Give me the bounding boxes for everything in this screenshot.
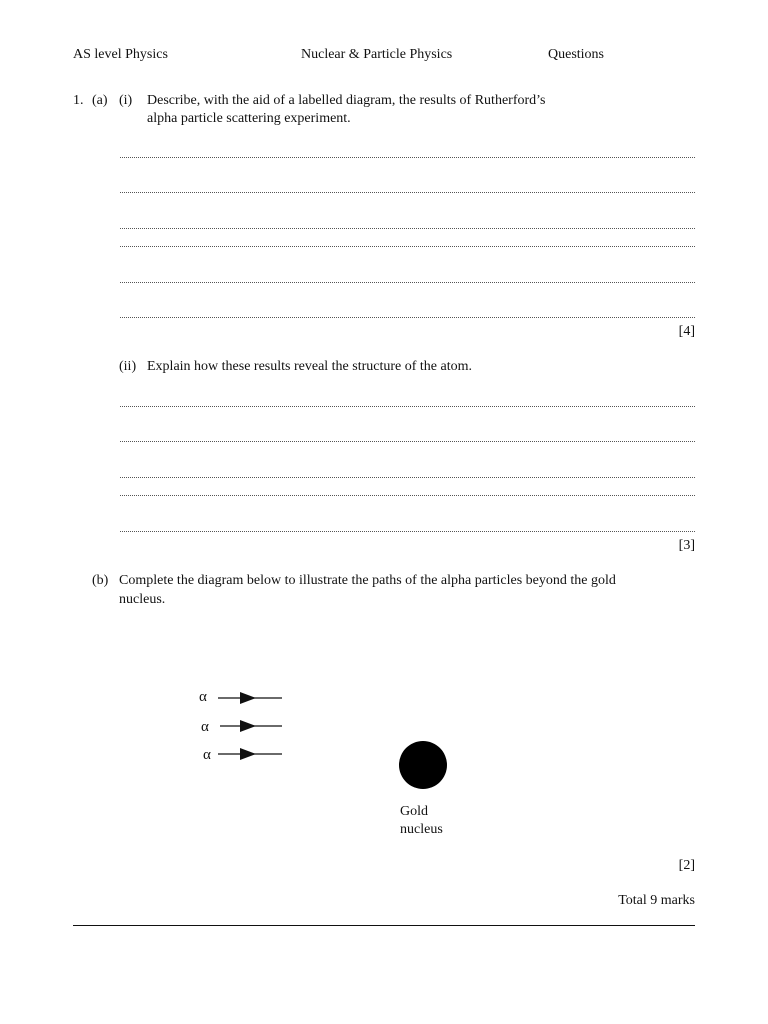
sub-i-marks: [4] — [678, 324, 695, 339]
alpha-label-2: α — [201, 719, 209, 735]
alpha-label-1: α — [199, 689, 207, 705]
part-b-label: (b) — [92, 573, 109, 588]
part-b-marks: [2] — [678, 858, 695, 873]
nucleus-label-line2: nucleus — [400, 822, 443, 837]
arrowhead-icon — [240, 692, 256, 704]
header-course: AS level Physics — [73, 47, 168, 62]
header-topic: Nuclear & Particle Physics — [301, 47, 453, 62]
question-number: 1. — [73, 93, 84, 108]
sub-i-text-line1: Describe, with the aid of a labelled diagram, the results of Rutherford’s — [147, 93, 546, 108]
total-marks: Total 9 marks — [618, 893, 695, 908]
sub-ii-text: Explain how these results reveal the structure of the atom. — [147, 359, 473, 374]
sub-i-label: (i) — [119, 93, 133, 108]
header-type: Questions — [548, 47, 604, 62]
alpha-label-3: α — [203, 747, 211, 763]
part-a-label: (a) — [92, 93, 108, 108]
alpha-beam-2 — [220, 720, 282, 732]
footer-rule — [73, 925, 695, 926]
alpha-beam-3 — [218, 748, 282, 760]
arrowhead-icon — [240, 720, 256, 732]
sub-ii-marks: [3] — [678, 538, 695, 553]
sub-ii-label: (ii) — [119, 359, 137, 374]
alpha-beam-1 — [218, 692, 282, 704]
part-b-text-line2: nucleus. — [119, 592, 166, 607]
part-b-text-line1: Complete the diagram below to illustrate the paths of the alpha particles beyond the gold — [119, 573, 616, 588]
sub-i-text-line2: alpha particle scattering experiment. — [147, 111, 351, 126]
gold-nucleus — [399, 741, 447, 789]
arrowhead-icon — [240, 748, 256, 760]
nucleus-label-line1: Gold — [400, 804, 428, 819]
